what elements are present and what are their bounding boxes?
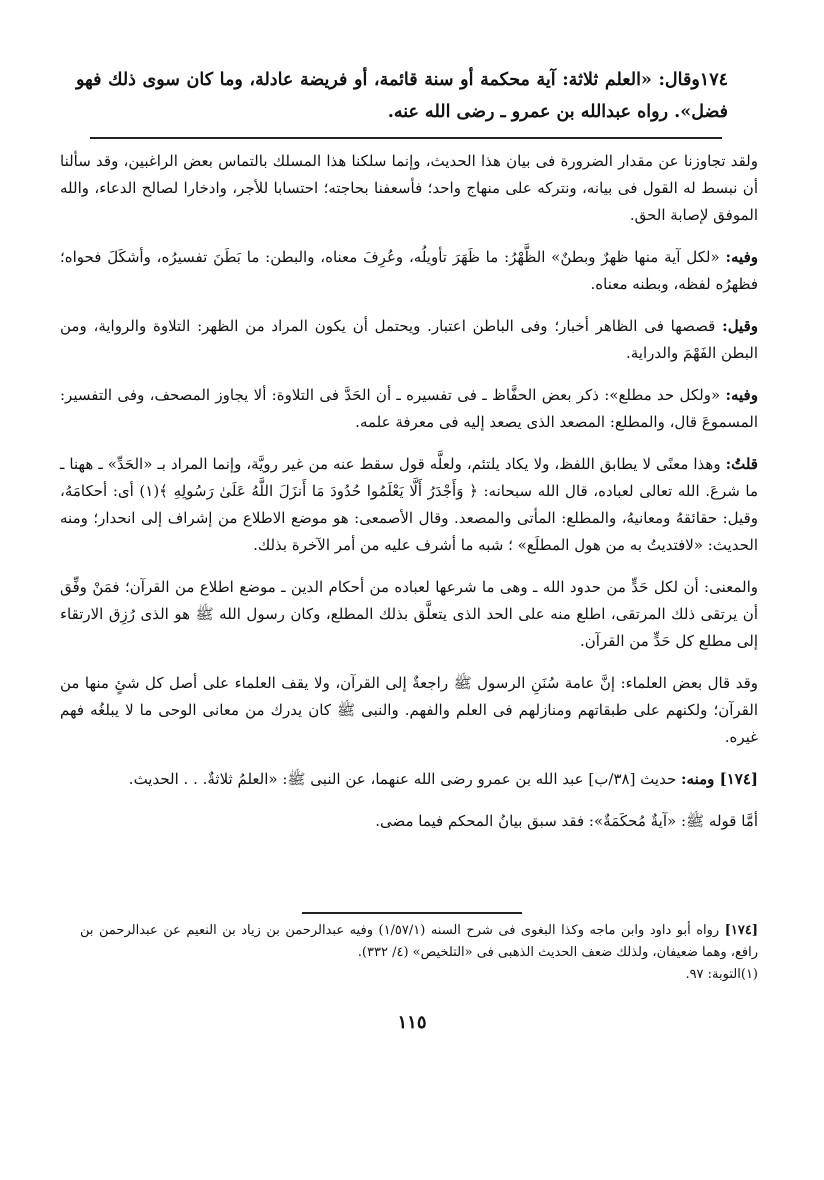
paragraph-text: «ولكل حد مطلع»: ذكر بعض الحفَّاظ ـ فى تفسيره ـ أن الحَدَّ فى التلاوة: ألا يجاوز المصحف، وفى التفسير: المسموعَ قال، والمطلع: المصعد الذى يصعد إليه فى معرفة علمه. <box>60 386 758 431</box>
footnote-hadith <box>80 920 758 964</box>
header-divider <box>90 137 722 139</box>
paragraph-lead: وفيه: <box>725 248 758 266</box>
page-number: ١١٥ <box>397 1012 427 1033</box>
paragraph <box>60 148 758 229</box>
paragraph <box>60 451 758 559</box>
hadith-number: ١٧٤ <box>699 70 728 90</box>
paragraph-text: والمعنى: أن لكل حَدٍّ من حدود الله ـ وهى ما شرعها لعباده من أحكام الدين ـ موضع اطلاع من القرآن؛ فمَنْ وفِّق أن يرتقى ذلك المرتقى، اطلع منه على الحد الذى يتعلَّق بذلك المطلع، وكان رسول الله ﷺ هو الذى رُزِق الارتقاء إلى مطلع كل حَدٍّ من القرآن. <box>60 578 758 650</box>
commentary-body <box>60 148 758 850</box>
paragraph-lead: وقيل: <box>722 317 758 335</box>
paragraph <box>60 382 758 436</box>
paragraph-lead: قلتُ: <box>725 455 758 473</box>
footnotes <box>80 920 758 986</box>
paragraph <box>60 574 758 655</box>
paragraph-text: وهذا معنًى لا يطابق اللفظ، ولا يكاد يلتئم، ولعلَّه قول سقط عنه من غير رويَّة، وإنما المراد بـ «الحَدِّ» ـ ههنا ـ ما شرعَ. الله تعالى لعباده، قال الله سبحانه: ﴿ وَأَجْدَرُ أَلَّا يَعْلَمُوا حُدُودَ مَا أَنزَلَ اللَّهُ عَلَىٰ رَسُولِهِ ﴾(١) أى: أحكامَهُ، وقيل: حقائقهُ ومعانيهُ، والمطلع: المأتى والمصعد. وقال الأصمعى: هو موضع الاطلاع من إشراف إلى انحدار؛ ومنه الحديث: «لافتديتُ به من هول المطلَع» ؛ شبه ما أشرف عليه من أمر الآخرة بذلك. <box>60 455 758 554</box>
paragraph <box>60 313 758 367</box>
paragraph <box>60 670 758 751</box>
hadith-text: وقال: «العلم ثلاثة: آية محكمة أو سنة قائمة، أو فريضة عادلة، وما كان سوى ذلك فهو فضل». رواه عبدالله بن عمرو ـ رضى الله عنه. <box>76 70 728 122</box>
paragraph-text: أمَّا قوله ﷺ: «آيةٌ مُحكَمَةٌ»: فقد سبق بيانُ المحكم فيما مضى. <box>375 812 758 830</box>
paragraph <box>60 244 758 298</box>
paragraph-text: ولقد تجاوزنا عن مقدار الضرورة فى بيان هذا الحديث، وإنما سلكنا هذا المسلك بالتماس بعض الراغبين، وقد سألنا أن نبسط له القول فى بيانه، ونتركه على منهاج واحد؛ فأسعفنا بحاجته؛ احتسابا للأجر، وادخارا لصالح الدعاء، والله الموفق لإصابة الحق. <box>60 152 758 224</box>
paragraph <box>60 766 758 793</box>
paragraph-text: «لكل آية منها ظهرٌ وبطنٌ» الظَّهْرُ: ما ظَهَرَ تأويلُه، وعُرِفَ معناه، والبطن: ما بَطَنَ تفسيرُه، وأشكَلَ فحواه؛ فظهرُه لفظه، وبطنه معناه. <box>60 248 758 293</box>
footnote-text: رواه أبو داود وابن ماجه وكذا البغوى فى شرح السنه (١/٥٧/١) وفيه عبدالرحمن بن زياد بن النعيم عن عبدالرحمن بن رافع، وهما ضعيفان، ولذلك ضعف الحديث الذهبى فى «التلخيص» (٤/ ٣٣٢). <box>80 923 758 960</box>
paragraph-lead: [١٧٤] ومنه: <box>681 770 758 788</box>
footnote-divider <box>302 912 522 914</box>
paragraph-text: قصصها فى الظاهر أخبار؛ وفى الباطن اعتبار. ويحتمل أن يكون المراد من الظهر: التلاوة والرواية، ومن البطن الفَهْمَ والدراية. <box>60 317 758 362</box>
footnote-quran-ref: (١)التوبة: ٩٧. <box>685 967 758 982</box>
hadith-header <box>76 64 728 128</box>
paragraph <box>60 808 758 835</box>
footnote-number: [١٧٤] <box>724 923 758 938</box>
paragraph-text: وقد قال بعض العلماء: إنَّ عامة سُنَنِ الرسول ﷺ راجعةٌ إلى القرآن، ولا يقف العلماء على أصل كل شئٍ منها من القرآن؛ ولكنهم على طبقاتهم ومنازلهم فى العلم والفهم. والنبى ﷺ كان يدرك من معانى الوحى ما لا يبلغُه فهم غيره. <box>60 674 758 746</box>
paragraph-lead: وفيه: <box>725 386 758 404</box>
paragraph-text: حديث [٣٨/ب] عبد الله بن عمرو رضى الله عنهما، عن النبى ﷺ: «العلمُ ثلاثةٌ. . . الحديث. <box>128 770 677 788</box>
